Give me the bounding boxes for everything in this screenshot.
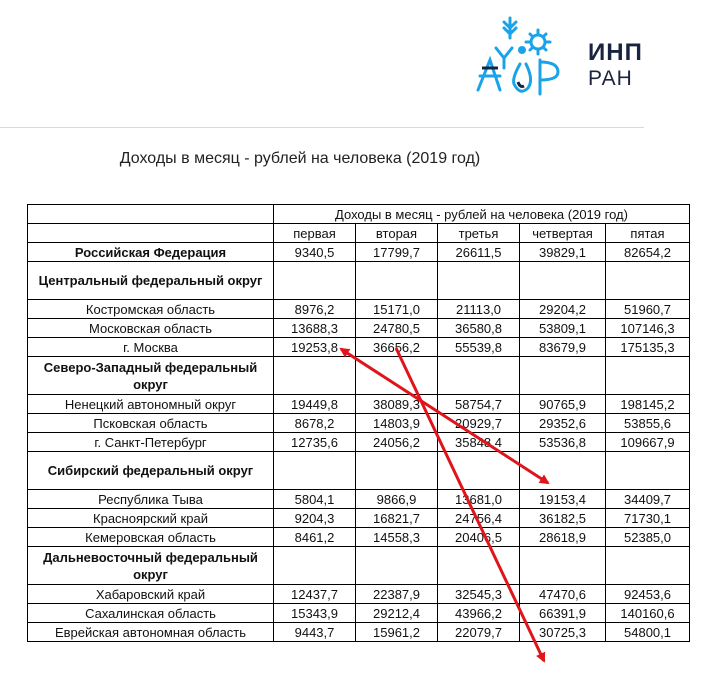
logo-line1: ИНП xyxy=(588,39,643,66)
value-cell xyxy=(606,262,690,300)
row-label: Дальневосточный федеральный округ xyxy=(28,547,274,585)
column-header: первая xyxy=(274,224,356,243)
value-cell: 8976,2 xyxy=(274,300,356,319)
value-cell xyxy=(438,547,520,585)
row-label: Сибирский федеральный округ xyxy=(28,452,274,490)
table-row xyxy=(28,509,690,528)
column-header: вторая xyxy=(356,224,438,243)
logo-line2: РАН xyxy=(588,67,633,90)
value-cell xyxy=(606,547,690,585)
value-cell: 35848,4 xyxy=(438,433,520,452)
value-cell xyxy=(438,262,520,300)
value-cell: 14803,9 xyxy=(356,414,438,433)
value-cell xyxy=(520,357,606,395)
value-cell: 9866,9 xyxy=(356,490,438,509)
value-cell xyxy=(606,452,690,490)
value-cell: 15171,0 xyxy=(356,300,438,319)
value-cell: 55539,8 xyxy=(438,338,520,357)
table-row xyxy=(28,414,690,433)
corner-cell xyxy=(28,205,274,224)
row-label: Московская область xyxy=(28,319,274,338)
value-cell: 5804,1 xyxy=(274,490,356,509)
value-cell: 29352,6 xyxy=(520,414,606,433)
value-cell: 16821,7 xyxy=(356,509,438,528)
column-header: пятая xyxy=(606,224,690,243)
value-cell: 15343,9 xyxy=(274,604,356,623)
value-cell: 140160,6 xyxy=(606,604,690,623)
value-cell: 92453,6 xyxy=(606,585,690,604)
value-cell: 36182,5 xyxy=(520,509,606,528)
table-row xyxy=(28,338,690,357)
value-cell: 13681,0 xyxy=(438,490,520,509)
section-row xyxy=(28,262,690,300)
table-row xyxy=(28,319,690,338)
value-cell: 51960,7 xyxy=(606,300,690,319)
table-row xyxy=(28,395,690,414)
column-header-row xyxy=(28,224,690,243)
value-cell: 34409,7 xyxy=(606,490,690,509)
value-cell: 47470,6 xyxy=(520,585,606,604)
value-cell: 8461,2 xyxy=(274,528,356,547)
value-cell: 30725,3 xyxy=(520,623,606,642)
row-label: Псковская область xyxy=(28,414,274,433)
table-row xyxy=(28,585,690,604)
table-header: Доходы в месяц - рублей на человека (2019 год) xyxy=(274,205,690,224)
value-cell xyxy=(438,452,520,490)
value-cell: 52385,0 xyxy=(606,528,690,547)
section-row xyxy=(28,452,690,490)
value-cell: 71730,1 xyxy=(606,509,690,528)
value-cell: 198145,2 xyxy=(606,395,690,414)
value-cell: 15961,2 xyxy=(356,623,438,642)
value-cell: 19449,8 xyxy=(274,395,356,414)
value-cell xyxy=(274,547,356,585)
value-cell: 17799,7 xyxy=(356,243,438,262)
row-label: Красноярский край xyxy=(28,509,274,528)
value-cell: 82654,2 xyxy=(606,243,690,262)
value-cell xyxy=(520,452,606,490)
table-row xyxy=(28,490,690,509)
value-cell xyxy=(520,262,606,300)
row-label: Еврейская автономная область xyxy=(28,623,274,642)
table-row xyxy=(28,433,690,452)
value-cell: 54800,1 xyxy=(606,623,690,642)
value-cell: 19253,8 xyxy=(274,338,356,357)
section-row xyxy=(28,547,690,585)
value-cell: 83679,9 xyxy=(520,338,606,357)
value-cell: 29204,2 xyxy=(520,300,606,319)
row-label: Кемеровская область xyxy=(28,528,274,547)
value-cell: 24056,2 xyxy=(356,433,438,452)
value-cell: 14558,3 xyxy=(356,528,438,547)
value-cell xyxy=(356,547,438,585)
value-cell: 9340,5 xyxy=(274,243,356,262)
table-row xyxy=(28,604,690,623)
value-cell: 22387,9 xyxy=(356,585,438,604)
corner-cell xyxy=(28,224,274,243)
value-cell: 36656,2 xyxy=(356,338,438,357)
value-cell: 36580,8 xyxy=(438,319,520,338)
value-cell: 12735,6 xyxy=(274,433,356,452)
value-cell: 107146,3 xyxy=(606,319,690,338)
value-cell: 90765,9 xyxy=(520,395,606,414)
value-cell: 24780,5 xyxy=(356,319,438,338)
value-cell: 58754,7 xyxy=(438,395,520,414)
row-label: Хабаровский край xyxy=(28,585,274,604)
document-title: Доходы в месяц - рублей на человека (2019 год) xyxy=(119,150,481,167)
row-label: г. Санкт-Петербург xyxy=(28,433,274,452)
table-row xyxy=(28,528,690,547)
column-header: третья xyxy=(438,224,520,243)
value-cell xyxy=(274,452,356,490)
value-cell: 21113,0 xyxy=(438,300,520,319)
table-row xyxy=(28,243,690,262)
row-label: Северо-Западный федеральный округ xyxy=(28,357,274,395)
row-label: Республика Тыва xyxy=(28,490,274,509)
value-cell xyxy=(356,357,438,395)
value-cell: 28618,9 xyxy=(520,528,606,547)
divider xyxy=(0,127,644,128)
value-cell: 39829,1 xyxy=(520,243,606,262)
value-cell: 38089,3 xyxy=(356,395,438,414)
table-header-row xyxy=(28,205,690,224)
value-cell: 109667,9 xyxy=(606,433,690,452)
value-cell: 175135,3 xyxy=(606,338,690,357)
value-cell: 26611,5 xyxy=(438,243,520,262)
value-cell: 32545,3 xyxy=(438,585,520,604)
value-cell: 8678,2 xyxy=(274,414,356,433)
logo-text xyxy=(588,40,643,92)
value-cell: 22079,7 xyxy=(438,623,520,642)
row-label: Сахалинская область xyxy=(28,604,274,623)
value-cell: 66391,9 xyxy=(520,604,606,623)
table-row xyxy=(28,623,690,642)
value-cell: 24756,4 xyxy=(438,509,520,528)
column-header: четвертая xyxy=(520,224,606,243)
income-table xyxy=(27,204,690,642)
value-cell: 53536,8 xyxy=(520,433,606,452)
value-cell: 43966,2 xyxy=(438,604,520,623)
section-row xyxy=(28,357,690,395)
value-cell: 29212,4 xyxy=(356,604,438,623)
inp-ran-logo-icon xyxy=(476,14,576,104)
table-row xyxy=(28,300,690,319)
value-cell xyxy=(356,262,438,300)
value-cell: 9443,7 xyxy=(274,623,356,642)
row-label: Центральный федеральный округ xyxy=(28,262,274,300)
value-cell: 12437,7 xyxy=(274,585,356,604)
value-cell xyxy=(438,357,520,395)
value-cell xyxy=(356,452,438,490)
row-label: Костромская область xyxy=(28,300,274,319)
value-cell xyxy=(520,547,606,585)
value-cell: 20406,5 xyxy=(438,528,520,547)
row-label: Российская Федерация xyxy=(28,243,274,262)
value-cell: 53855,6 xyxy=(606,414,690,433)
value-cell xyxy=(606,357,690,395)
row-label: г. Москва xyxy=(28,338,274,357)
value-cell: 9204,3 xyxy=(274,509,356,528)
value-cell: 20929,7 xyxy=(438,414,520,433)
value-cell: 13688,3 xyxy=(274,319,356,338)
row-label: Ненецкий автономный округ xyxy=(28,395,274,414)
value-cell xyxy=(274,357,356,395)
value-cell xyxy=(274,262,356,300)
value-cell: 19153,4 xyxy=(520,490,606,509)
value-cell: 53809,1 xyxy=(520,319,606,338)
